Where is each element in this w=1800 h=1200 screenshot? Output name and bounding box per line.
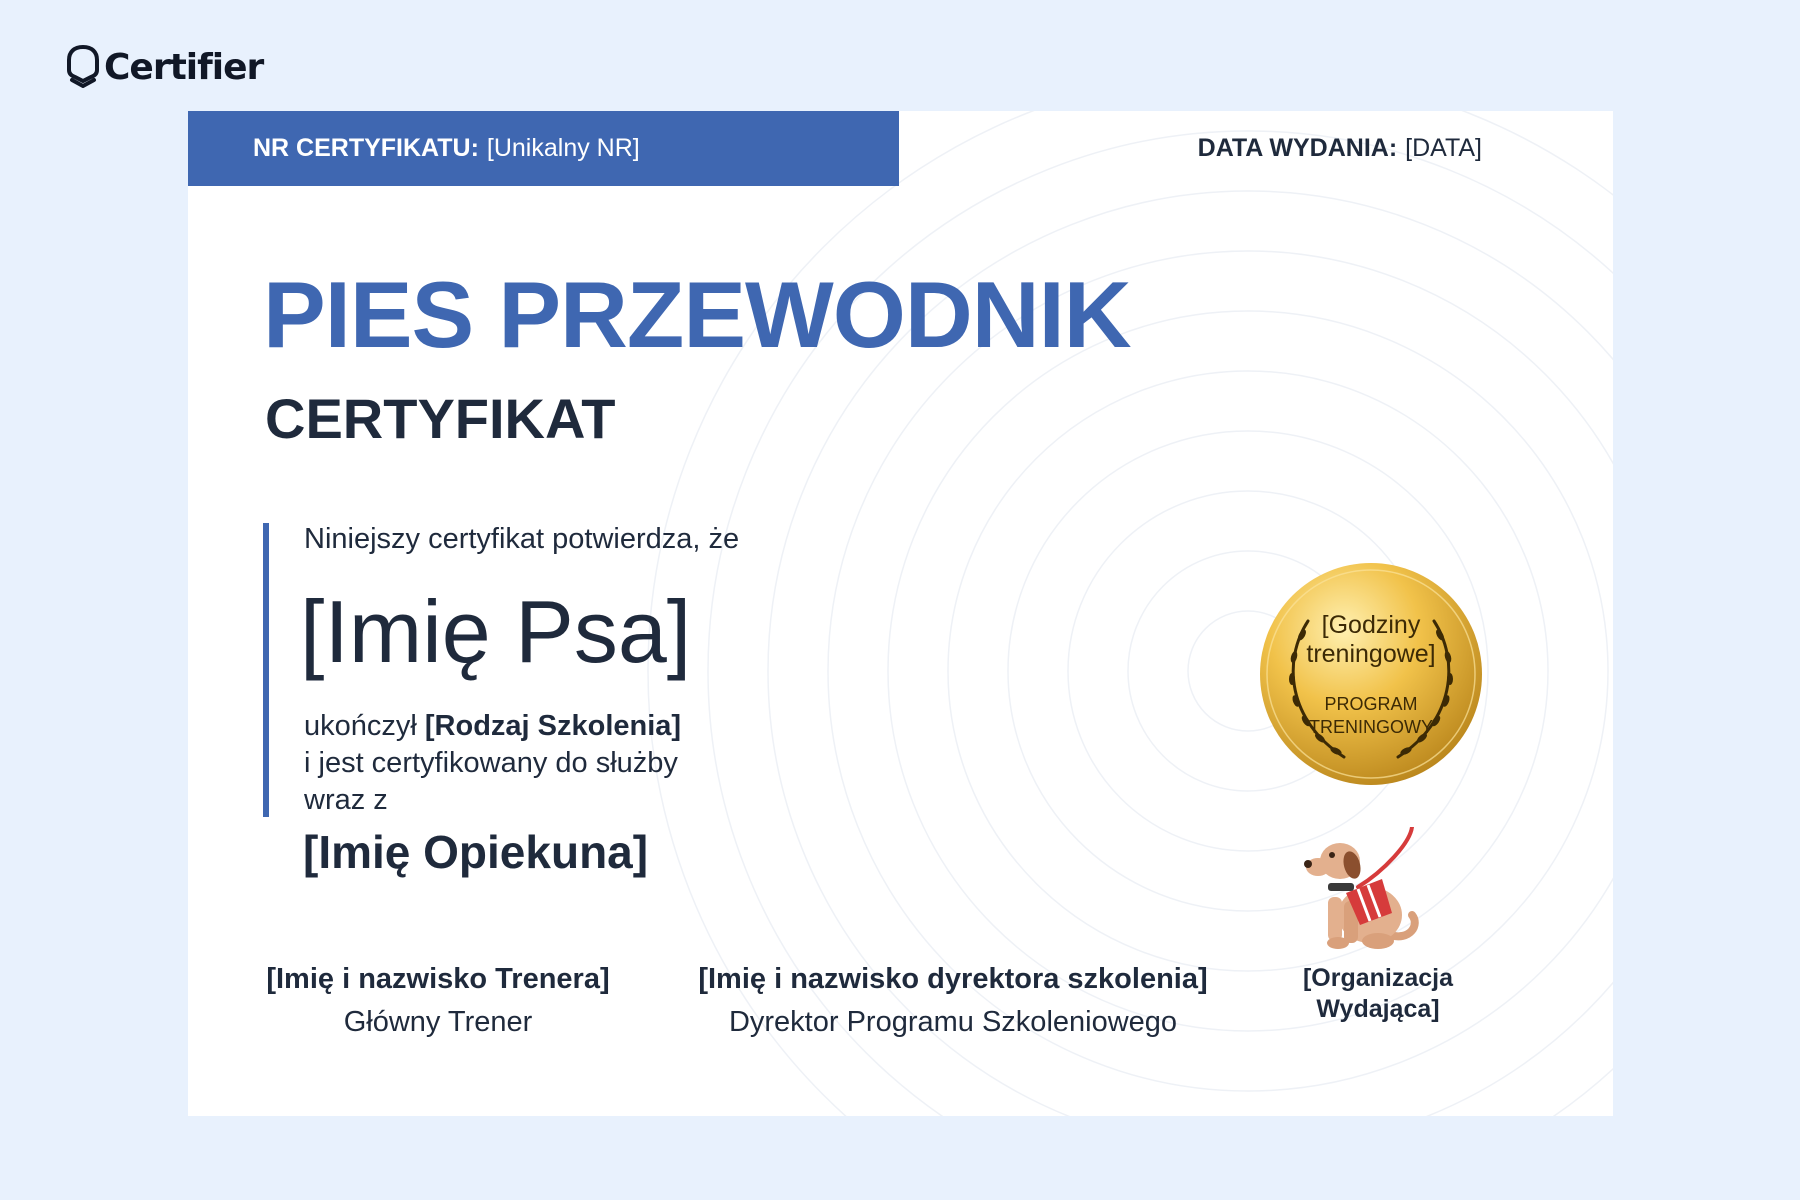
handler-name: [Imię Opiekuna] (303, 826, 649, 878)
medal-hours-text (1258, 611, 1484, 669)
training-hours-medal (1258, 561, 1484, 787)
laurel-wreath-icon (1258, 561, 1484, 787)
dog-name: [Imię Psa] (300, 582, 692, 681)
brand-name: Certifier (104, 46, 264, 88)
trainer-signature (252, 963, 624, 1039)
medal-program-line1: PROGRAM (1324, 694, 1418, 714)
training-type: [Rodzaj Szkolenia] (424, 710, 682, 742)
director-name: [Imię i nazwisko dyrektora szkolenia] (698, 963, 1208, 995)
organization-line2: Wydająca] (1316, 995, 1440, 1023)
trainer-role: Główny Trener (343, 1006, 533, 1038)
issue-date-label: DATA WYDANIA: (1197, 134, 1398, 162)
organization-line1: [Organizacja (1302, 964, 1454, 992)
issue-date (1198, 111, 1482, 186)
certificate-title: PIES PRZEWODNIK (263, 262, 1131, 367)
certificate-number-value: [Unikalny NR] (486, 134, 640, 162)
with-line: wraz z (304, 784, 388, 816)
medal-hours-line1: [Godziny (1321, 611, 1421, 639)
intro-text: Niniejszy certyfikat potwierdza, że (304, 523, 740, 555)
trainer-name: [Imię i nazwisko Trenera] (266, 963, 610, 995)
certificate-number-band (188, 111, 899, 186)
certifier-logo (66, 44, 263, 90)
completion-prefix: ukończył (304, 710, 417, 742)
medal-program-line2: TRENINGOWY (1309, 717, 1433, 737)
guide-dog-icon (1298, 827, 1432, 951)
accent-bar (263, 523, 269, 817)
certificate-number-label: NR CERTYFIKATU: (253, 134, 479, 162)
medal-program-text (1258, 693, 1484, 739)
service-line: i jest certyfikowany do służby (304, 747, 678, 779)
medal-hours-line2: treningowe] (1306, 640, 1436, 668)
completion-text (304, 708, 681, 819)
issuing-organization (1278, 963, 1478, 1025)
certifier-logo-icon (66, 44, 100, 90)
director-signature (678, 963, 1228, 1039)
director-role: Dyrektor Programu Szkoleniowego (728, 1006, 1178, 1038)
issue-date-value: [DATA] (1405, 134, 1482, 162)
certificate (188, 111, 1613, 1116)
certificate-subtitle: CERTYFIKAT (265, 387, 616, 450)
